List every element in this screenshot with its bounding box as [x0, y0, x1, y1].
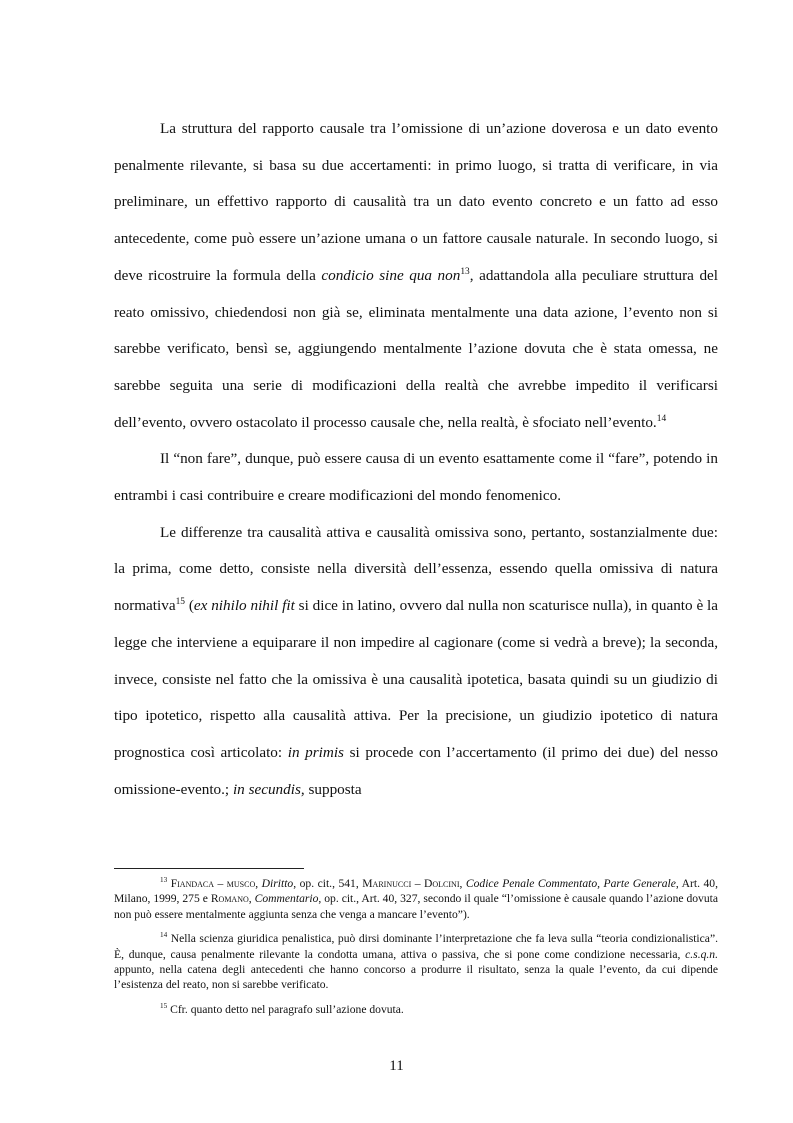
paragraph-2: Il “non fare”, dunque, può essere causa di un evento esattamente come il “fare”, potendo in entrambi i casi contribuire e creare modificazioni del mondo fenomenico. — [114, 450, 718, 505]
footnote-15: $^{15}$ Cfr. quanto detto nel paragrafo sull’azione dovuta. — [160, 1001, 404, 1016]
footnote-ref-15: 15 — [175, 597, 185, 608]
paragraph-1: La struttura del rapporto causale tra l’omissione di un’azione doverosa e un dato evento penalmente rilevante, si basa su due accertamenti: in primo luogo, si tratta di verificare, in via preliminare, un effettivo rapporto di causalità tra un dato evento concreto e un fatto ad esso antecedente, come può essere un’azione umana o un fattore causale naturale. In secondo luogo, si deve ricostruire la formula della condicio sine qua non$^{13}$, adattandola alla peculiare struttura del reato omissivo, chiedendosi non già se, eliminata mentalmente una data azione, l’evento non si sarebbe verificato, bensì se, aggiungendo mentalmente l’azione dovuta che è stata omessa, ne sarebbe seguita una serie di modificazioni della realtà che avrebbe impedito il verificarsi dell’evento, ovvero ostacolato il processo causale che, nella realtà, è sfociato nell’evento.$^{14}$ — [114, 120, 719, 431]
footnote-separator — [114, 868, 304, 869]
footnote-13: $^{13}$ Fiandaca – musco, Diritto, op. cit., 541, Marinucci – Dolcini, Codice Penale Commentato, Parte Generale, Art. 40, Milano, 1999, 275 e Romano, Commentario, op. cit., Art. 40, 327, secondo il quale “l’omissione è causale quando l’azione dovuta non può essere mentalmente aggiunta senza che venga a mancare l’evento”). — [114, 876, 719, 921]
footnotes — [114, 868, 718, 1026]
footnote-14: $^{14}$ Nella scienza giuridica penalistica, può dirsi dominante l’interpretazione che fa leva sulla “teoria condizionalistica”. È, dunque, causa penalmente rilevante la condotta umana, attiva o passiva, che si pone come condizione necessaria, c.s.q.n. appunto, nella catena degli antecedenti che hanno concorso a produrre il risultato, senza la quale l’evento, da cui dipende l’esistenza del reato, non si sarebbe verificato. — [114, 931, 718, 992]
main-text — [114, 111, 718, 808]
footnote-ref-13: 13 — [460, 266, 470, 277]
page-number: 11 — [389, 1058, 404, 1074]
paragraph-3: Le differenze tra causalità attiva e causalità omissiva sono, pertanto, sostanzialmente due: la prima, come detto, consiste nella diversità dell’essenza, essendo quella omissiva di natura normativa$^{15}$ (ex nihilo nihil fit si dice in latino, ovvero dal nulla non scaturisce nulla), in quanto è la legge che interviene a equiparare il non impedire al cagionare (come si vedrà a breve); la seconda, invece, consiste nel fatto che la omissiva è una causalità ipotetica, basata quindi su un giudizio di tipo ipotetico, rispetto alla causalità attiva. Per la precisione, un giudizio ipotetico di natura prognostica così articolato: in primis si procede con l’accertamento (il primo dei due) del nesso omissione-evento.; in secundis, supposta — [114, 523, 718, 798]
footnote-ref-14: 14 — [656, 413, 667, 424]
